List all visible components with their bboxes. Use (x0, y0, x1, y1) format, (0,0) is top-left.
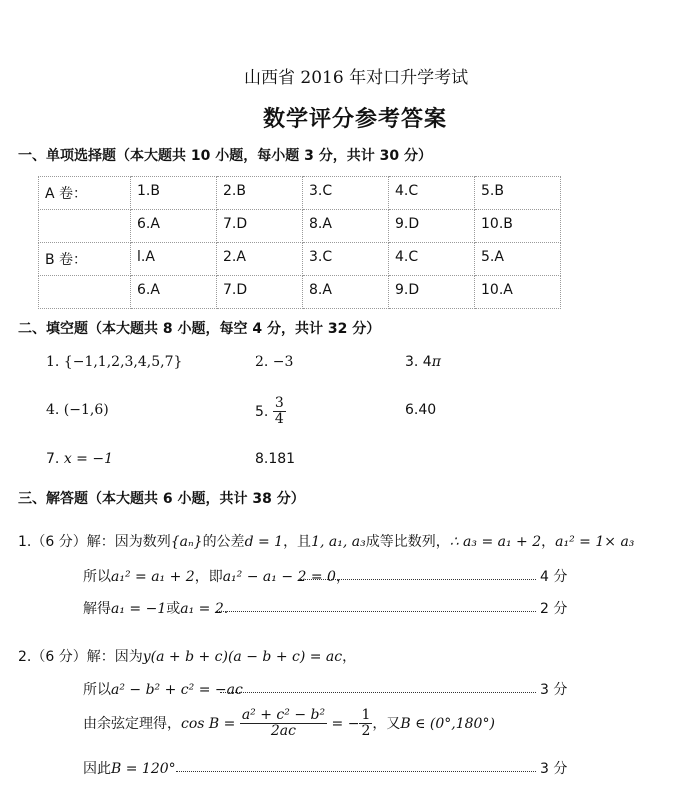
fill-answer-7 (46, 451, 113, 467)
q1-text: 的公差 (202, 534, 245, 550)
q1-text: 成等比数列， (365, 534, 450, 550)
answer-cell: 10.B (475, 210, 561, 243)
q1-terms: 1, a₁, a₃ (311, 534, 366, 550)
q1-line3 (83, 598, 228, 618)
q2-line3 (83, 708, 495, 740)
q1-line2 (83, 566, 350, 586)
fill-answer-3-pi: π (431, 354, 441, 370)
q1-equation: a₁² = a₁ + 2 (111, 569, 195, 585)
answer-cell: 9.D (389, 210, 475, 243)
q1-text: ，即 (194, 569, 223, 585)
score-label: 3 分 (540, 682, 568, 698)
q1-text: ， (541, 534, 556, 550)
q1-solution-2: a₁ = 2 (180, 601, 224, 617)
q1-text: 所以 (83, 569, 111, 585)
fraction-denominator: 4 (274, 411, 284, 428)
fill-answer-5 (255, 396, 286, 428)
fill-answer-6: 6.40 (405, 402, 437, 418)
score-label: 3 分 (540, 761, 568, 777)
answer-table (38, 176, 561, 309)
fill-answer-7-number: 7. (46, 451, 60, 467)
q1-line1 (18, 531, 634, 551)
q1-text: 解得 (83, 601, 111, 617)
section1-heading: 一、单项选择题（本大题共 10 小题，每小题 3 分，共计 30 分） (18, 148, 432, 164)
dotted-leader (176, 771, 536, 772)
q2-equation: a² − b² + c² = −ac (111, 682, 243, 698)
answer-cell: 6.A (131, 210, 217, 243)
fraction-numerator: a² + c² − b² (241, 707, 326, 723)
fill-answer-3-number: 3. 4 (405, 354, 432, 370)
q2-angle-range: B ∈ (0°,180°) (400, 715, 495, 732)
q2-text: 2.（6 分）解：因为 (18, 649, 143, 665)
answer-cell: 4.C (389, 177, 475, 210)
score-label: 2 分 (540, 601, 568, 617)
answer-cell: 5.A (475, 243, 561, 276)
answer-row (39, 276, 561, 309)
fill-answer-5-number: 5. (255, 403, 269, 420)
answer-cell: 7.D (217, 210, 303, 243)
q1-text: ，且 (283, 534, 312, 550)
answer-row (39, 210, 561, 243)
q1-text: ， (335, 569, 350, 585)
section2-heading: 二、填空题（本大题共 8 小题，每空 4 分，共计 32 分） (18, 321, 381, 337)
answer-version-label: B 卷： (39, 243, 131, 276)
answer-version-label (39, 276, 131, 309)
fraction-numerator: 3 (274, 395, 284, 411)
answer-cell: 6.A (131, 276, 217, 309)
dotted-leader (216, 611, 536, 612)
q2-equals: = − (331, 715, 360, 732)
q1-text: 1.（6 分）解：因为数列 (18, 534, 171, 550)
q1-sequence: {aₙ} (170, 534, 203, 550)
answer-version-label: A 卷： (39, 177, 131, 210)
answer-cell: 2.A (217, 243, 303, 276)
fill-answer-4: 4. (−1,6) (46, 402, 109, 418)
answer-version-label (39, 210, 131, 243)
fraction-numerator: 1 (361, 707, 371, 723)
fraction-denominator: 2ac (270, 723, 296, 740)
q1-geometric-relation: a₁² = 1× a₃ (555, 534, 635, 550)
q2-cosine-lhs: cos B = (181, 715, 236, 732)
q2-text: 因此 (83, 761, 111, 777)
q1-solution-1: a₁ = −1 (111, 601, 167, 617)
fill-answer-7-equation: x = −1 (63, 451, 113, 467)
q1-text: 或 (166, 601, 181, 617)
score-label: 4 分 (540, 569, 568, 585)
answer-cell: 4.C (389, 243, 475, 276)
cosine-fraction (240, 708, 327, 740)
answer-cell: 8.A (303, 210, 389, 243)
q2-text: 所以 (83, 682, 111, 698)
fill-answer-3 (405, 354, 441, 370)
fill-answer-1: 1. {−1,1,2,3,4,5,7} (46, 354, 183, 370)
q2-line4 (83, 758, 176, 778)
answer-row (39, 177, 561, 210)
q1-common-difference: d = 1 (244, 534, 284, 550)
fraction-three-quarters (273, 396, 286, 428)
answer-cell: 10.A (475, 276, 561, 309)
dotted-leader (300, 579, 536, 580)
q2-text: 由余弦定理得， (83, 715, 181, 732)
answer-cell: 3.C (303, 243, 389, 276)
fill-answer-8: 8.181 (255, 451, 296, 467)
answer-row (39, 243, 561, 276)
dotted-leader (220, 692, 536, 693)
q2-given-equation: y(a + b + c)(a − b + c) = ac (142, 649, 343, 665)
q2-text: ， (342, 649, 357, 665)
answer-cell: 3.C (303, 177, 389, 210)
q2-text: ，又 (372, 715, 401, 732)
q1-text: . (223, 601, 229, 617)
answer-cell: 9.D (389, 276, 475, 309)
answer-cell: 8.A (303, 276, 389, 309)
answer-cell: 5.B (475, 177, 561, 210)
q2-angle-result: B = 120° (111, 761, 176, 777)
exam-subtitle: 山西省 2016 年对口升学考试 (244, 68, 469, 88)
fill-answer-2: 2. −3 (255, 354, 294, 370)
q2-line1 (18, 646, 356, 666)
answer-cell: 2.B (217, 177, 303, 210)
fraction-denominator: 2 (361, 723, 371, 740)
section3-heading: 三、解答题（本大题共 6 小题，共计 38 分） (18, 491, 305, 507)
q1-relation: ∴ a₃ = a₁ + 2 (449, 534, 542, 550)
q2-line2 (83, 679, 243, 699)
page-title: 数学评分参考答案 (263, 107, 448, 132)
answer-cell: 7.D (217, 276, 303, 309)
answer-cell: 1.B (131, 177, 217, 210)
q1-quadratic: a₁² − a₁ − 2 = 0 (222, 569, 336, 585)
answer-cell: l.A (131, 243, 217, 276)
half-fraction (359, 708, 372, 740)
